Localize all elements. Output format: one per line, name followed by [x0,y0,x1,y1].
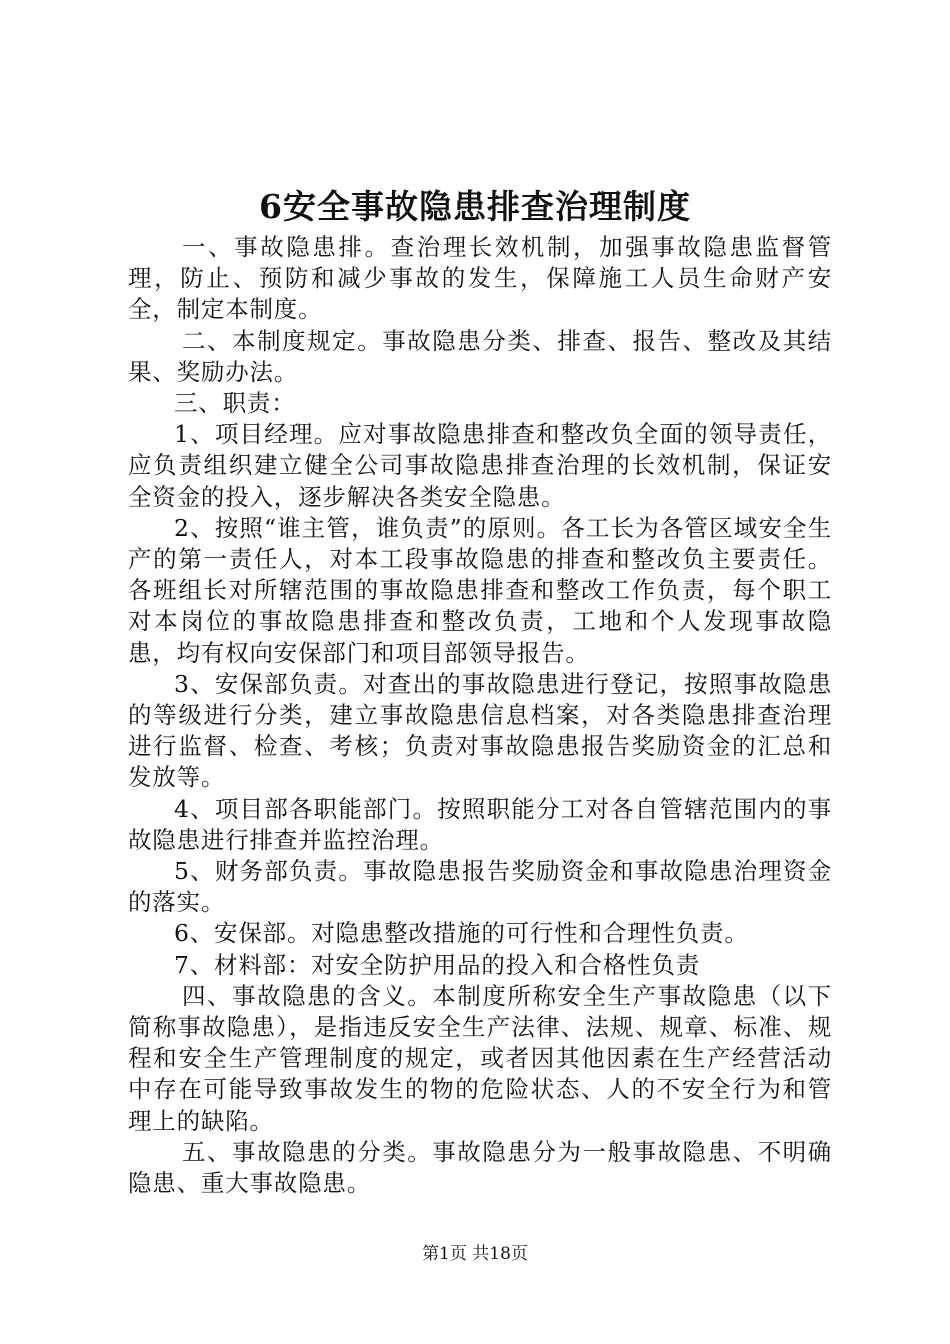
paragraph-10: 7、材料部：对安全防护用品的投入和合格性负责 [174,950,701,979]
page-title: 6安全事故隐患排查治理制度 [259,187,691,226]
paragraph-7: 4、项目部各职能部门。按照职能分工对各自管辖范围内的事故隐患进行排查并监控治理。 [128,794,832,854]
paragraph-6: 3、安保部负责。对查出的事故隐患进行登记，按照事故隐患的等级进行分类，建立事故隐患信息档案，对各类隐患排查治理进行监督、检查、考核；负责对事故隐患报告奖励资金的汇总和发放等。 [128,669,832,792]
paragraph-2: 二、本制度规定。事故隐患分类、排查、报告、整改及其结果、奖励办法。 [128,326,832,386]
paragraph-9: 6、安保部。对隐患整改措施的可行性和合理性负责。 [174,919,749,948]
document-body [128,232,832,1199]
paragraph-5: 2、按照“谁主管，谁负责”的原则。各工长为各管区域安全生产的第一责任人，对本工段事故隐患的排查和整改负主要责任。各班组长对所辖范围的事故隐患排查和整改工作负责，每个职工对本岗位的事故隐患排查和整改负责，工地和个人发现事故隐患，均有权向安保部门和项目部领导报告。 [128,513,832,667]
paragraph-4: 1、项目经理。应对事故隐患排查和整改负全面的领导责任，应负责组织建立健全公司事故隐患排查治理的长效机制，保证安全资金的投入，逐步解决各类安全隐患。 [128,420,832,511]
paragraph-12: 五、事故隐患的分类。事故隐患分为一般事故隐患、不明确隐患、重大事故隐患。 [128,1137,832,1198]
paragraph-1: 一、事故隐患排。查治理长效机制，加强事故隐患监督管理，防止、预防和减少事故的发生，保障施工人员生命财产安全，制定本制度。 [128,233,832,324]
paragraph-8: 5、财务部负责。事故隐患报告奖励资金和事故隐患治理资金的落实。 [128,857,832,917]
paragraph-3: 三、职责： [174,389,296,418]
paragraph-11: 四、事故隐患的含义。本制度所称安全生产事故隐患（以下简称事故隐患），是指违反安全生产法律、法规、规章、标准、规程和安全生产管理制度的规定，或者因其他因素在生产经营活动中存在可能导致事故发生的物的危险状态、人的不安全行为和管理上的缺陷。 [128,981,832,1135]
page-footer: 第1页 共18页 [422,1244,528,1264]
